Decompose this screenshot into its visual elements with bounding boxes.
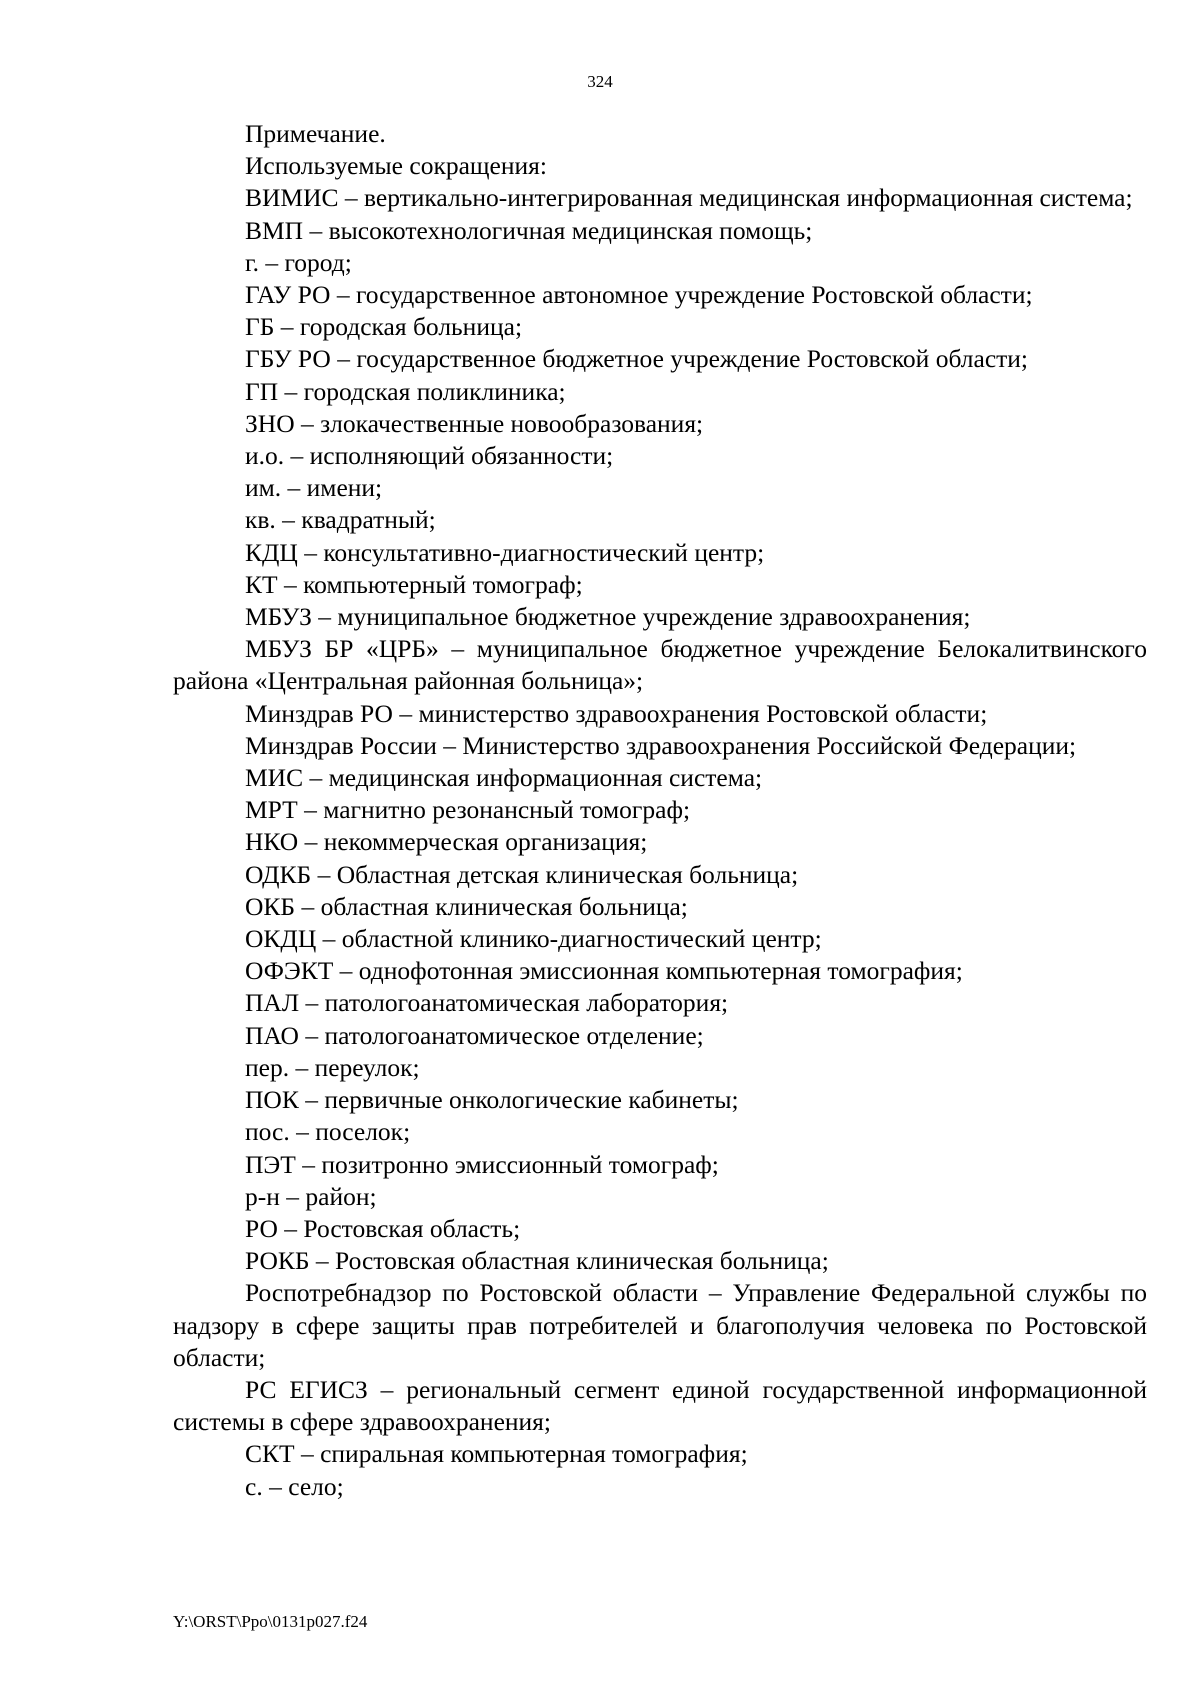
abbreviation-entry: МРТ – магнитно резонансный томограф; (245, 795, 691, 825)
abbreviation-entry: КДЦ – консультативно-диагностический центр; (245, 537, 765, 567)
abbreviation-entry: ГАУ РО – государственное автономное учреждение Ростовской области; (245, 280, 1033, 310)
abbreviation-entry: НКО – некоммерческая организация; (245, 827, 648, 857)
abbreviation-entry: РОКБ – Ростовская областная клиническая больница; (245, 1246, 829, 1276)
abbreviation-entry: ГБУ РО – государственное бюджетное учреждение Ростовской области; (245, 344, 1029, 374)
abbreviation-entry: ГБ – городская больница; (245, 312, 523, 342)
abbreviation-entry: ОФЭКТ – однофотонная эмиссионная компьютерная томография; (245, 956, 963, 986)
abbreviation-entry: ВМП – высокотехнологичная медицинская помощь; (245, 215, 813, 245)
abbreviation-entry: г. – город; (245, 247, 352, 277)
abbreviation-entry: МБУЗ – муниципальное бюджетное учреждение здравоохранения; (245, 602, 971, 632)
abbreviation-entry: им. – имени; (245, 473, 383, 503)
abbreviation-entry: Роспотребнадзор по Ростовской области – Управление Федеральной службы по надзору в сфере защиты прав потребителей и благополучия человека по Ростовской области; (173, 1278, 1147, 1372)
abbreviation-entry: Минздрав РО – министерство здравоохранения Ростовской области; (245, 698, 988, 728)
abbreviation-entry: ОКБ – областная клиническая больница; (245, 891, 688, 921)
abbreviation-entry: КТ – компьютерный томограф; (245, 569, 583, 599)
abbreviation-entry: ПАЛ – патологоанатомическая лаборатория; (245, 988, 729, 1018)
paragraph-note-heading: Примечание. (245, 119, 386, 148)
abbreviation-entry: пер. – переулок; (245, 1052, 420, 1082)
page-number: 324 (587, 72, 613, 91)
abbreviation-entry: ПЭТ – позитронно эмиссионный томограф; (245, 1149, 719, 1179)
abbreviation-entry: РС ЕГИСЗ – региональный сегмент единой государственной информационной системы в сфере здравоохранения; (173, 1374, 1147, 1437)
abbreviation-entry: ЗНО – злокачественные новообразования; (245, 408, 704, 438)
abbreviation-entry: ВИМИС – вертикально-интегрированная медицинская информационная система; (245, 183, 1133, 213)
abbreviation-entry: ГП – городская поликлиника; (245, 376, 566, 406)
abbreviation-entry: ОКДЦ – областной клинико-диагностический центр; (245, 924, 822, 954)
abbreviation-entry: РО – Ростовская область; (245, 1213, 521, 1243)
abbreviation-entry: ОДКБ – Областная детская клиническая больница; (245, 859, 799, 889)
abbreviations-list (173, 118, 1147, 1503)
abbreviation-entry: СКТ – спиральная компьютерная томография; (245, 1439, 748, 1469)
abbreviation-entry: ПАО – патологоанатомическое отделение; (245, 1020, 704, 1050)
abbreviation-entry: ПОК – первичные онкологические кабинеты; (245, 1085, 739, 1115)
abbreviation-entry: МБУЗ БР «ЦРБ» – муниципальное бюджетное учреждение Белокалитвинского района «Центральная районная больница»; (173, 634, 1147, 696)
abbreviation-entry: и.о. – исполняющий обязанности; (245, 441, 614, 471)
abbreviation-entry: с. – село; (245, 1471, 344, 1501)
abbreviation-entry: р-н – район; (245, 1181, 377, 1211)
abbreviation-entry: МИС – медицинская информационная система; (245, 763, 763, 793)
footer-file-path: Y:\ORST\Ppo\0131p027.f24 (173, 1612, 368, 1631)
abbreviation-entry: пос. – поселок; (245, 1117, 411, 1147)
abbreviation-entry: кв. – квадратный; (245, 505, 436, 535)
abbreviation-entry: Минздрав России – Министерство здравоохранения Российской Федерации; (245, 730, 1077, 760)
paragraph-abbreviations-heading: Используемые сокращения: (245, 151, 547, 181)
